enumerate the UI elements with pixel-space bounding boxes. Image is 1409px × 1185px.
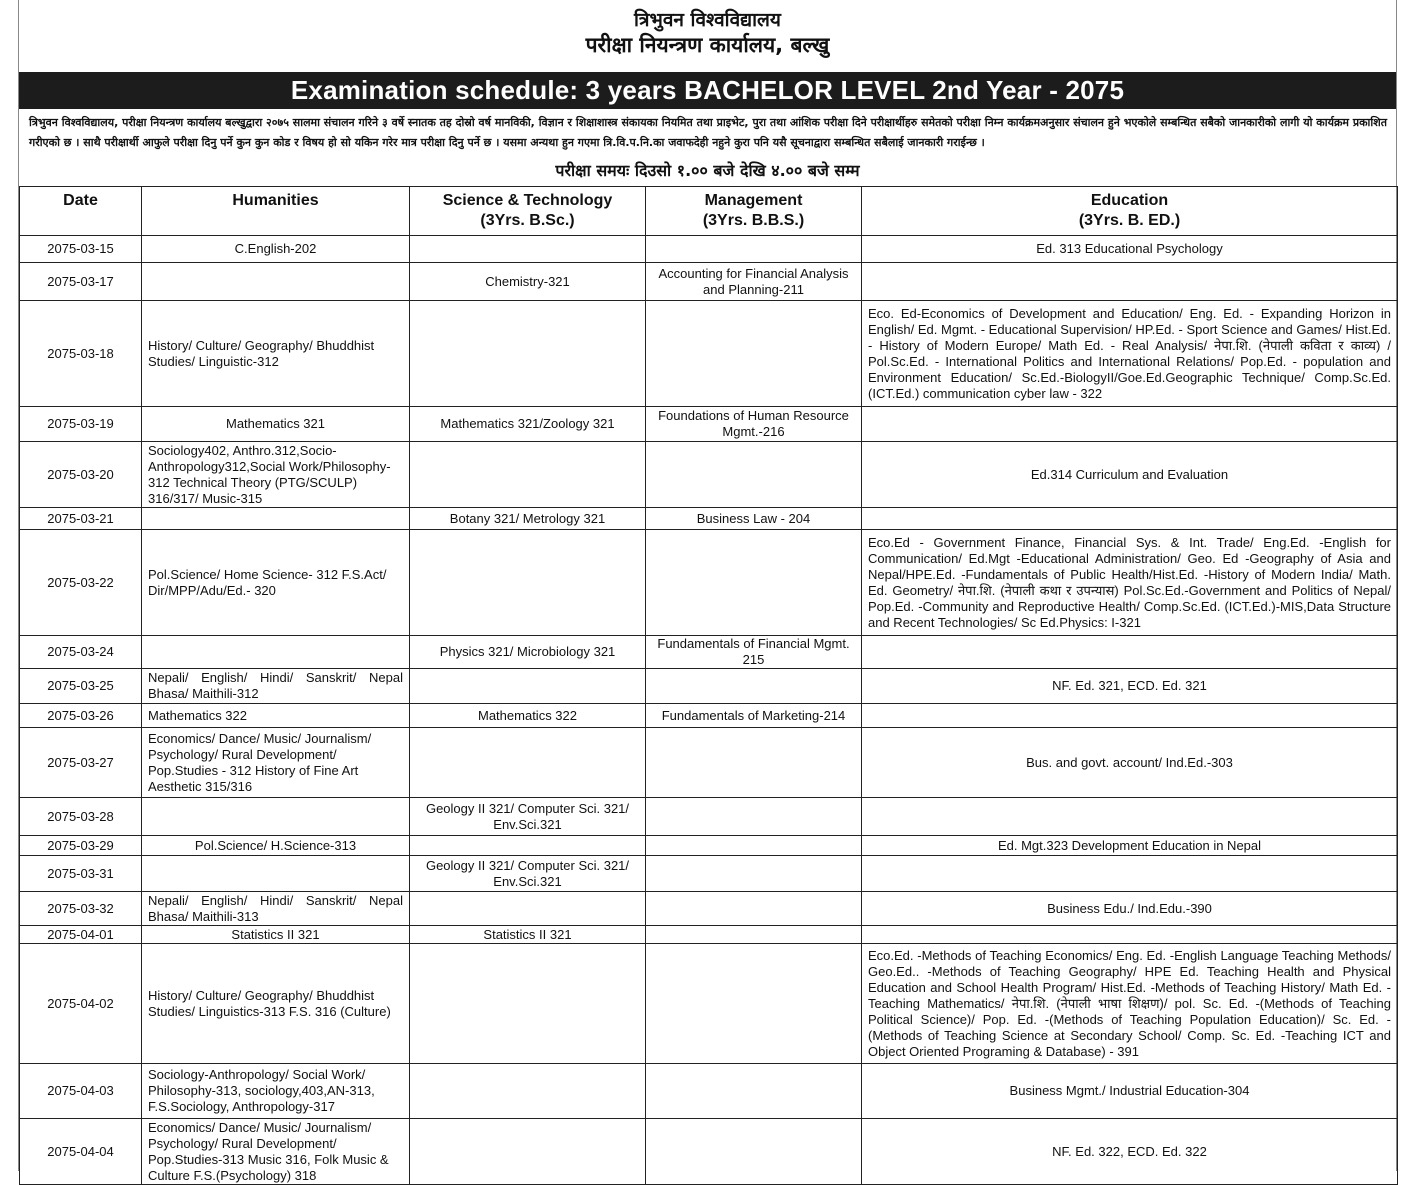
- header-education: [862, 187, 1398, 236]
- date-cell: 2075-03-17: [20, 263, 142, 301]
- table-row: [20, 1064, 1398, 1119]
- humanities-cell: Mathematics 322: [142, 704, 410, 728]
- education-cell: Eco. Ed-Economics of Development and Education/ Eng. Ed. - Expanding Horizon in English/ Ed. Mgmt. - Educational Supervision/ HP.Ed. - Sport Science and Games/ Hist.Ed. - History of Modern Europe/ Math Ed. - Real Analysis/ नेपा.शि. (नेपाली कविता र काव्य) / Pol.Sc.Ed. - International Politics and International Relations/ Pop.Ed. - population and Environment Education/ Sc.Ed.-BiologyII/Goe.Ed.Geographic Technique/ Comp.Sc.Ed.(ICT.Ed.) communication cyber law - 322: [862, 301, 1398, 407]
- science-cell: [410, 236, 646, 263]
- table-row: [20, 892, 1398, 926]
- header: [19, 8, 1396, 58]
- schedule-table: [19, 186, 1398, 1185]
- table-row: [20, 301, 1398, 407]
- education-cell: [862, 508, 1398, 530]
- education-cell: Ed.314 Curriculum and Evaluation: [862, 442, 1398, 508]
- schedule-body: [20, 236, 1398, 1185]
- science-cell: Mathematics 321/Zoology 321: [410, 407, 646, 442]
- humanities-cell: [142, 636, 410, 669]
- humanities-cell: Pol.Science/ H.Science-313: [142, 836, 410, 856]
- header-date-label: Date: [63, 192, 98, 209]
- management-cell: [646, 301, 862, 407]
- table-row: [20, 1119, 1398, 1185]
- header-management-label: Management: [704, 192, 803, 209]
- date-cell: 2075-04-01: [20, 926, 142, 944]
- table-row: [20, 856, 1398, 892]
- science-cell: [410, 442, 646, 508]
- management-cell: [646, 798, 862, 836]
- table-row: [20, 636, 1398, 669]
- humanities-cell: Nepali/ English/ Hindi/ Sanskrit/ Nepal Bhasa/ Maithili-313: [142, 892, 410, 926]
- management-cell: [646, 236, 862, 263]
- education-cell: Ed. 313 Educational Psychology: [862, 236, 1398, 263]
- header-management: [646, 187, 862, 236]
- education-cell: NF. Ed. 322, ECD. Ed. 322: [862, 1119, 1398, 1185]
- science-cell: Botany 321/ Metrology 321: [410, 508, 646, 530]
- humanities-cell: Mathematics 321: [142, 407, 410, 442]
- science-cell: [410, 1064, 646, 1119]
- date-cell: 2075-03-31: [20, 856, 142, 892]
- science-cell: [410, 892, 646, 926]
- table-row: [20, 407, 1398, 442]
- education-cell: Ed. Mgt.323 Development Education in Nepal: [862, 836, 1398, 856]
- management-cell: [646, 892, 862, 926]
- date-cell: 2075-03-28: [20, 798, 142, 836]
- table-row: [20, 944, 1398, 1064]
- education-cell: [862, 636, 1398, 669]
- humanities-cell: Economics/ Dance/ Music/ Journalism/ Psychology/ Rural Development/ Pop.Studies - 312 History of Fine Art Aesthetic 315/316: [142, 728, 410, 798]
- science-cell: [410, 530, 646, 636]
- science-cell: Mathematics 322: [410, 704, 646, 728]
- management-cell: Fundamentals of Financial Mgmt. 215: [646, 636, 862, 669]
- science-cell: Geology II 321/ Computer Sci. 321/ Env.Sci.321: [410, 856, 646, 892]
- date-cell: 2075-04-02: [20, 944, 142, 1064]
- table-row: [20, 236, 1398, 263]
- management-cell: Accounting for Financial Analysis and Planning-211: [646, 263, 862, 301]
- exam-time: परीक्षा समयः दिउसो १.०० बजे देखि ४.०० बजे सम्म: [555, 161, 860, 180]
- management-cell: [646, 856, 862, 892]
- table-header-row: [20, 187, 1398, 236]
- management-cell: Business Law - 204: [646, 508, 862, 530]
- education-cell: Eco.Ed. -Methods of Teaching Economics/ Eng. Ed. -English Language Teaching Methods/ Geo.Ed.. -Methods of Teaching Geography/ HPE Ed. Teaching Health and Physical Education and School Health Program/ Hist.Ed. -Methods of Teaching History/ Math Ed. - Teaching Mathematics/ नेपा.शि. (नेपाली भाषा शिक्षण)/ pol. Sc. Ed. -(Methods of Teaching Political Science)/ Pop. Ed. -(Methods of Teaching Population Education)/ Sc. Ed. - (Methods of Teaching Science at Secondary School/ Comp. Sc. Ed. -Teaching ICT and Object Oriented Programing & Database) - 391: [862, 944, 1398, 1064]
- header-science-sub: (3Yrs. B.Sc.): [480, 212, 575, 229]
- date-cell: 2075-04-03: [20, 1064, 142, 1119]
- science-cell: Chemistry-321: [410, 263, 646, 301]
- table-row: [20, 926, 1398, 944]
- table-row: [20, 669, 1398, 704]
- humanities-cell: [142, 508, 410, 530]
- table-row: [20, 530, 1398, 636]
- humanities-cell: Pol.Science/ Home Science- 312 F.S.Act/ Dir/MPP/Adu/Ed.- 320: [142, 530, 410, 636]
- humanities-cell: [142, 798, 410, 836]
- header-date: [20, 187, 142, 236]
- education-cell: [862, 704, 1398, 728]
- science-cell: [410, 944, 646, 1064]
- date-cell: 2075-03-32: [20, 892, 142, 926]
- humanities-cell: Nepali/ English/ Hindi/ Sanskrit/ Nepal Bhasa/ Maithili-312: [142, 669, 410, 704]
- table-row: [20, 798, 1398, 836]
- date-cell: 2075-03-15: [20, 236, 142, 263]
- management-cell: [646, 1119, 862, 1185]
- notice-text: त्रिभुवन विश्वविद्यालय, परीक्षा नियन्त्रण कार्यालय बल्खुद्वारा २०७५ सालमा संचालन गरिने ३ वर्षे स्नातक तह दोस्रो वर्ष मानविकी, विज्ञान र शिक्षाशास्त्र संकायका नियमित तथा प्राइभेट, पुरा तथा आंशिक परीक्षा दिने परीक्षार्थीहरु समेतको परीक्षा निम्न कार्यक्रमअनुसार संचालन हुने भएकोले सम्बन्धित सबैको जानकारीको लागी यो कार्यक्रम प्रकाशित गरीएको छ । साथै परीक्षार्थी आफुले परीक्षा दिनु पर्ने कुन कुन कोड र विषय हो सो यकिन गरेर मात्र परीक्षा दिनु पर्ने छ । यसमा अन्यथा हुन गएमा त्रि.वि.प.नि.का जवाफदेही नहुने कुरा पनि यसै सूचनाद्वारा सम्बन्धित सबैलाई जानकारी गराईन्छ ।: [29, 116, 1387, 149]
- education-cell: [862, 856, 1398, 892]
- education-cell: [862, 798, 1398, 836]
- humanities-cell: Sociology-Anthropology/ Social Work/ Philosophy-313, sociology,403,AN-313, F.S.Sociology, Anthropology-317: [142, 1064, 410, 1119]
- science-cell: [410, 728, 646, 798]
- science-cell: [410, 1119, 646, 1185]
- education-cell: [862, 263, 1398, 301]
- humanities-cell: [142, 856, 410, 892]
- date-cell: 2075-03-20: [20, 442, 142, 508]
- date-cell: 2075-03-18: [20, 301, 142, 407]
- management-cell: [646, 926, 862, 944]
- management-cell: [646, 836, 862, 856]
- management-cell: [646, 442, 862, 508]
- header-science-label: Science & Technology: [442, 192, 613, 209]
- science-cell: [410, 669, 646, 704]
- header-education-sub: (3Yrs. B. ED.): [1078, 212, 1181, 229]
- schedule-title: Examination schedule: 3 years BACHELOR LEVEL 2nd Year - 2075: [19, 72, 1396, 109]
- header-humanities: [142, 187, 410, 236]
- humanities-cell: Statistics II 321: [142, 926, 410, 944]
- education-cell: Eco.Ed - Government Finance, Financial Sys. & Int. Trade/ Eng.Ed. -English for Communication/ Ed.Mgt -Educational Administration/ Geo. Ed -Geography of Asia and Nepal/HPE.Ed. -Fundamentals of Public Health/Hist.Ed. -History of Modern India/ Math. Ed. Geometry/ नेपा.शि. (नेपाली कथा र उपन्यास) Pol.Sc.Ed.-Government and Politics of Nepal/ Pop.Ed. -Community and Reproductive Health/ Comp.Sc.Ed. (ICT.Ed.)-MIS,Data Structure and Recent Technologies/ Sc Ed.Physics: I-321: [862, 530, 1398, 636]
- humanities-cell: [142, 263, 410, 301]
- humanities-cell: C.English-202: [142, 236, 410, 263]
- date-cell: 2075-03-19: [20, 407, 142, 442]
- science-cell: Physics 321/ Microbiology 321: [410, 636, 646, 669]
- management-cell: [646, 1064, 862, 1119]
- humanities-cell: History/ Culture/ Geography/ Bhuddhist Studies/ Linguistic-312: [142, 301, 410, 407]
- date-cell: 2075-03-26: [20, 704, 142, 728]
- document-frame: [18, 0, 1397, 1183]
- table-row: [20, 508, 1398, 530]
- date-cell: 2075-03-22: [20, 530, 142, 636]
- education-cell: Bus. and govt. account/ Ind.Ed.-303: [862, 728, 1398, 798]
- science-cell: [410, 836, 646, 856]
- education-cell: NF. Ed. 321, ECD. Ed. 321: [862, 669, 1398, 704]
- table-row: [20, 442, 1398, 508]
- science-cell: Geology II 321/ Computer Sci. 321/ Env.Sci.321: [410, 798, 646, 836]
- date-cell: 2075-03-25: [20, 669, 142, 704]
- management-cell: [646, 728, 862, 798]
- header-education-label: Education: [1090, 192, 1169, 209]
- management-cell: [646, 944, 862, 1064]
- table-row: [20, 836, 1398, 856]
- science-cell: [410, 301, 646, 407]
- date-cell: 2075-03-24: [20, 636, 142, 669]
- header-management-sub: (3Yrs. B.B.S.): [702, 212, 805, 229]
- header-science: [410, 187, 646, 236]
- table-row: [20, 704, 1398, 728]
- management-cell: [646, 669, 862, 704]
- header-humanities-label: Humanities: [232, 192, 319, 209]
- management-cell: [646, 530, 862, 636]
- office-name: परीक्षा नियन्त्रण कार्यालय, बल्खु: [585, 33, 830, 57]
- management-cell: Fundamentals of Marketing-214: [646, 704, 862, 728]
- education-cell: Business Edu./ Ind.Edu.-390: [862, 892, 1398, 926]
- humanities-cell: Economics/ Dance/ Music/ Journalism/ Psychology/ Rural Development/ Pop.Studies-313 Music 316, Folk Music & Culture F.S.(Psychology) 318: [142, 1119, 410, 1185]
- date-cell: 2075-03-29: [20, 836, 142, 856]
- date-cell: 2075-03-27: [20, 728, 142, 798]
- humanities-cell: History/ Culture/ Geography/ Bhuddhist Studies/ Linguistics-313 F.S. 316 (Culture): [142, 944, 410, 1064]
- education-cell: Business Mgmt./ Industrial Education-304: [862, 1064, 1398, 1119]
- humanities-cell: Sociology402, Anthro.312,Socio-Anthropology312,Social Work/Philosophy-312 Technical Theory (PTG/SCULP) 316/317/ Music-315: [142, 442, 410, 508]
- date-cell: 2075-03-21: [20, 508, 142, 530]
- university-name: त्रिभुवन विश्वविद्यालय: [634, 9, 781, 31]
- education-cell: [862, 407, 1398, 442]
- science-cell: Statistics II 321: [410, 926, 646, 944]
- table-row: [20, 728, 1398, 798]
- date-cell: 2075-04-04: [20, 1119, 142, 1185]
- education-cell: [862, 926, 1398, 944]
- table-row: [20, 263, 1398, 301]
- management-cell: Foundations of Human Resource Mgmt.-216: [646, 407, 862, 442]
